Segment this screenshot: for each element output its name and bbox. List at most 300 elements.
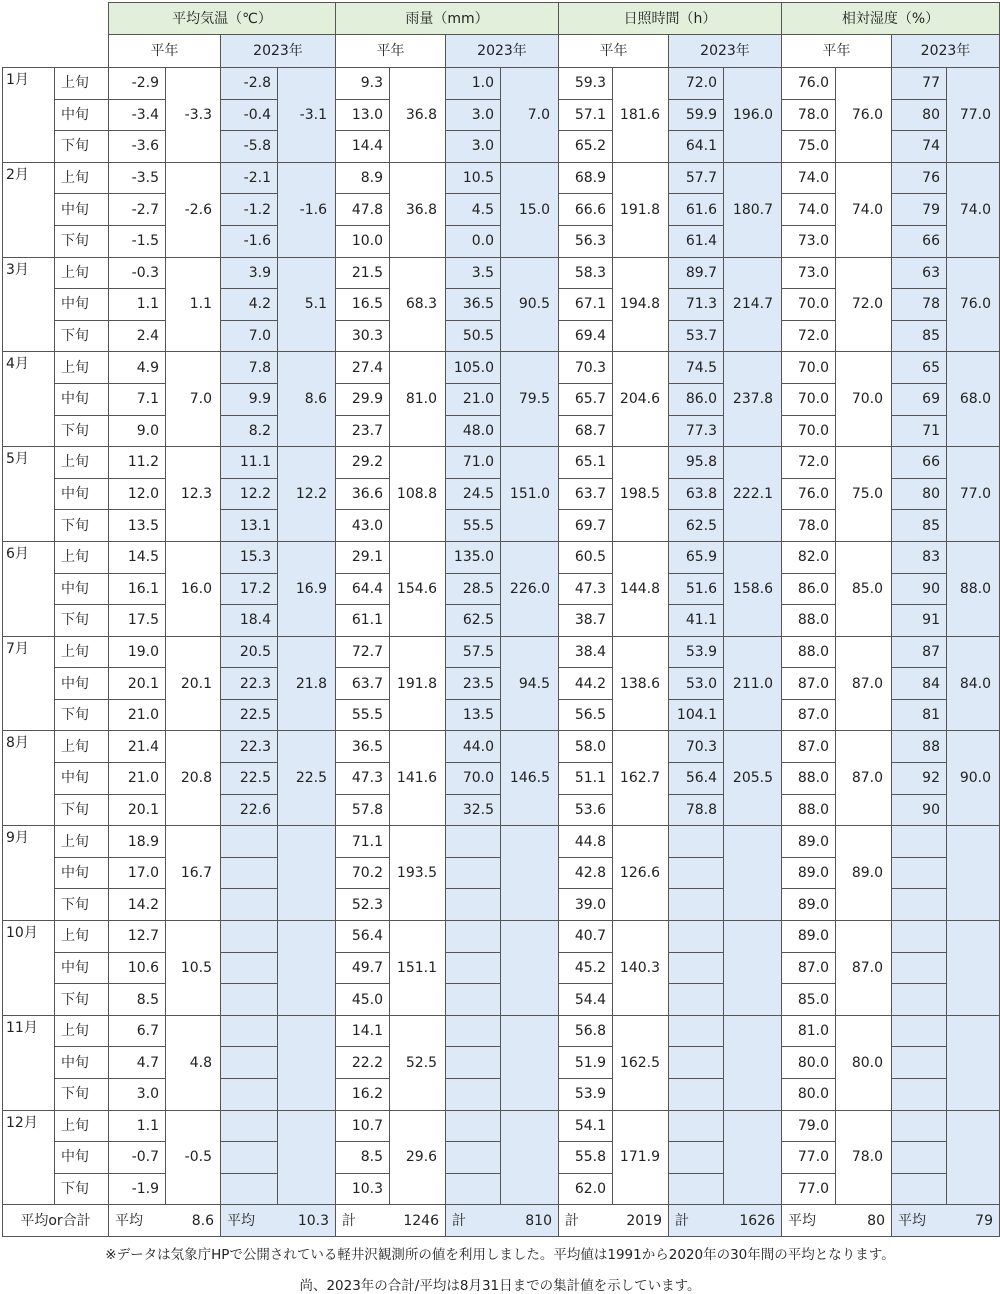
hum-normal-value: 72.0 [782,320,836,352]
temp-2023-value: -1.6 [221,225,278,257]
hum-normal-value: 85.0 [782,984,836,1016]
dekad-label: 下旬 [55,1173,109,1205]
hum-2023-month-total: 90.0 [947,731,1000,826]
rain-2023-value [446,1173,501,1205]
summary-cell-value: 80 [867,1212,885,1229]
sun-normal-month-total: 138.6 [613,636,669,731]
hum-2023-value: 71 [892,415,947,447]
sun-2023-month-total [724,826,782,921]
rain-2023-value: 44.0 [446,731,501,763]
summary-cell-label: 計 [675,1212,689,1229]
hum-normal-value: 78.0 [782,510,836,542]
hum-2023-value: 91 [892,605,947,637]
rain-normal-value: 56.4 [336,921,390,953]
subheader-2023: 2023年 [892,35,1000,68]
temp-normal-value: -3.5 [109,162,166,194]
summary-cell [336,1205,446,1237]
hum-normal-value: 82.0 [782,541,836,573]
dekad-label: 上旬 [55,162,109,194]
sun-normal-value: 54.1 [559,1110,613,1142]
sun-2023-month-total: 180.7 [724,162,782,257]
hum-2023-value: 81 [892,699,947,731]
table-row [3,541,1000,573]
temp-2023-month-total [278,921,336,1016]
hum-2023-value [892,984,947,1016]
sun-normal-value: 63.7 [559,478,613,510]
temp-normal-value: 17.5 [109,605,166,637]
rain-2023-value: 23.5 [446,668,501,700]
hum-2023-month-total: 84.0 [947,636,1000,731]
rain-normal-value: 10.7 [336,1110,390,1142]
rain-2023-month-total: 226.0 [501,541,559,636]
temp-2023-value: -1.2 [221,194,278,226]
hum-2023-value: 90 [892,573,947,605]
sun-normal-month-total: 171.9 [613,1110,669,1205]
temp-2023-month-total: -3.1 [278,68,336,163]
dekad-label: 上旬 [55,68,109,100]
temp-normal-value: 7.1 [109,383,166,415]
month-label: 7月 [3,636,55,731]
temp-normal-value: 20.1 [109,668,166,700]
temp-normal-month-total: 20.1 [166,636,221,731]
rain-2023-value: 13.5 [446,699,501,731]
dekad-label: 下旬 [55,605,109,637]
rain-normal-month-total: 108.8 [390,447,446,542]
hum-normal-month-total: 87.0 [836,636,892,731]
group-header-rain: 雨量（mm） [336,3,559,35]
rain-normal-value: 14.1 [336,1015,390,1047]
sun-normal-month-total: 162.7 [613,731,669,826]
hum-2023-month-total: 88.0 [947,541,1000,636]
sun-2023-value: 95.8 [669,447,724,479]
rain-normal-value: 13.0 [336,99,390,131]
rain-normal-value: 30.3 [336,320,390,352]
rain-2023-value: 55.5 [446,510,501,542]
dekad-label: 下旬 [55,225,109,257]
hum-2023-month-total [947,1110,1000,1205]
sun-normal-month-total: 140.3 [613,921,669,1016]
hum-normal-value: 87.0 [782,668,836,700]
rain-2023-month-total: 146.5 [501,731,559,826]
sun-normal-month-total: 126.6 [613,826,669,921]
sun-normal-value: 59.3 [559,68,613,100]
table-row [3,1015,1000,1047]
temp-2023-value: 15.3 [221,541,278,573]
hum-2023-value [892,952,947,984]
rain-2023-value [446,1110,501,1142]
temp-normal-value: 11.2 [109,447,166,479]
sun-2023-month-total: 196.0 [724,68,782,163]
sun-2023-value [669,857,724,889]
hum-normal-value: 88.0 [782,763,836,795]
rain-2023-value: 70.0 [446,763,501,795]
sun-normal-value: 38.4 [559,636,613,668]
hum-normal-month-total: 76.0 [836,68,892,163]
rain-normal-month-total: 29.6 [390,1110,446,1205]
subheader-2023: 2023年 [221,35,336,68]
dekad-label: 下旬 [55,984,109,1016]
hum-normal-month-total: 85.0 [836,541,892,636]
sun-normal-value: 44.8 [559,826,613,858]
temp-normal-value: 20.1 [109,794,166,826]
sun-2023-value: 89.7 [669,257,724,289]
hum-2023-month-total [947,921,1000,1016]
sun-normal-value: 56.3 [559,225,613,257]
sun-normal-value: 38.7 [559,605,613,637]
temp-2023-value: -5.8 [221,131,278,163]
rain-2023-value [446,984,501,1016]
hum-2023-value: 65 [892,352,947,384]
sun-2023-value: 53.9 [669,636,724,668]
rain-2023-month-total: 94.5 [501,636,559,731]
hum-normal-value: 70.0 [782,352,836,384]
sun-2023-value: 51.6 [669,573,724,605]
sun-normal-value: 56.5 [559,699,613,731]
dekad-label: 上旬 [55,731,109,763]
rain-normal-value: 8.9 [336,162,390,194]
temp-2023-month-total: -1.6 [278,162,336,257]
sun-2023-value [669,1015,724,1047]
sun-normal-value: 66.6 [559,194,613,226]
temp-2023-value: 13.1 [221,510,278,542]
rain-2023-value [446,921,501,953]
rain-2023-value: 24.5 [446,478,501,510]
hum-normal-value: 70.0 [782,415,836,447]
table-row [3,257,1000,289]
temp-normal-value: 14.2 [109,889,166,921]
dekad-label: 上旬 [55,541,109,573]
climate-table [2,2,1000,1237]
sun-normal-value: 53.6 [559,794,613,826]
sun-2023-month-total: 214.7 [724,257,782,352]
temp-normal-month-total: 7.0 [166,352,221,447]
rain-2023-value [446,952,501,984]
rain-2023-month-total: 79.5 [501,352,559,447]
sun-2023-month-total: 205.5 [724,731,782,826]
temp-normal-value: 19.0 [109,636,166,668]
rain-2023-month-total: 15.0 [501,162,559,257]
hum-2023-value: 85 [892,510,947,542]
temp-normal-value: 16.1 [109,573,166,605]
temp-normal-value: -3.4 [109,99,166,131]
sun-normal-value: 60.5 [559,541,613,573]
hum-2023-value [892,889,947,921]
hum-2023-month-total: 77.0 [947,68,1000,163]
rain-2023-month-total: 151.0 [501,447,559,542]
hum-normal-value: 87.0 [782,699,836,731]
hum-normal-value: 81.0 [782,1015,836,1047]
temp-2023-value: 18.4 [221,605,278,637]
temp-normal-value: -3.6 [109,131,166,163]
rain-2023-value: 1.0 [446,68,501,100]
hum-2023-value [892,1142,947,1174]
sun-normal-value: 55.8 [559,1142,613,1174]
dekad-label: 下旬 [55,320,109,352]
summary-cell [782,1205,892,1237]
table-row [3,447,1000,479]
temp-normal-value: 4.7 [109,1047,166,1079]
sun-2023-month-total: 222.1 [724,447,782,542]
sun-2023-month-total [724,1015,782,1110]
sun-2023-value: 61.4 [669,225,724,257]
temp-normal-value: 4.9 [109,352,166,384]
rain-2023-value [446,857,501,889]
temp-2023-value: 4.2 [221,289,278,321]
temp-normal-value: 6.7 [109,1015,166,1047]
table-row [3,826,1000,858]
hum-normal-month-total: 74.0 [836,162,892,257]
sun-2023-value: 61.6 [669,194,724,226]
sun-normal-value: 70.3 [559,352,613,384]
month-label: 3月 [3,257,55,352]
rain-2023-value: 71.0 [446,447,501,479]
rain-normal-month-total: 52.5 [390,1015,446,1110]
hum-normal-value: 72.0 [782,447,836,479]
temp-normal-value: 21.0 [109,763,166,795]
dekad-label: 中旬 [55,763,109,795]
dekad-label: 中旬 [55,1142,109,1174]
sun-2023-value: 56.4 [669,763,724,795]
hum-normal-value: 76.0 [782,478,836,510]
temp-2023-value [221,1079,278,1111]
hum-normal-value: 89.0 [782,921,836,953]
summary-cell-value: 810 [525,1212,552,1229]
rain-normal-value: 27.4 [336,352,390,384]
hum-2023-value: 88 [892,731,947,763]
sun-normal-month-total: 191.8 [613,162,669,257]
dekad-label: 中旬 [55,857,109,889]
temp-2023-value [221,1047,278,1079]
sun-normal-month-total: 162.5 [613,1015,669,1110]
temp-2023-month-total [278,1015,336,1110]
dekad-label: 上旬 [55,447,109,479]
temp-2023-month-total: 5.1 [278,257,336,352]
temp-2023-value: 22.6 [221,794,278,826]
temp-2023-value: 22.5 [221,699,278,731]
sun-normal-value: 65.1 [559,447,613,479]
temp-2023-value [221,1015,278,1047]
hum-2023-value [892,1015,947,1047]
sun-normal-value: 69.7 [559,510,613,542]
rain-2023-value: 48.0 [446,415,501,447]
rain-2023-value: 62.5 [446,605,501,637]
rain-2023-value [446,1047,501,1079]
sun-normal-month-total: 181.6 [613,68,669,163]
hum-normal-month-total: 72.0 [836,257,892,352]
rain-2023-value: 21.0 [446,383,501,415]
footnote-source: ※データは気象庁HPで公開されている軽井沢観測所の値を利用しました。平均値は1991から2020年の30年間の平均となります。 [105,1247,895,1263]
table-row [3,731,1000,763]
temp-normal-value: -2.9 [109,68,166,100]
hum-normal-month-total: 87.0 [836,921,892,1016]
summary-label: 平均or合計 [3,1205,109,1237]
hum-2023-value: 74 [892,131,947,163]
temp-normal-value: 12.0 [109,478,166,510]
temp-2023-month-total: 22.5 [278,731,336,826]
header-row-sub [3,35,1000,68]
rain-2023-value: 3.0 [446,131,501,163]
rain-normal-value: 70.2 [336,857,390,889]
group-header-humidity: 相対湿度（%） [782,3,1000,35]
rain-normal-month-total: 141.6 [390,731,446,826]
subheader-normal: 平年 [782,35,892,68]
rain-2023-value: 50.5 [446,320,501,352]
summary-cell-value: 79 [975,1212,993,1229]
rain-2023-value: 32.5 [446,794,501,826]
table-row [3,68,1000,100]
summary-cell [892,1205,1000,1237]
rain-normal-value: 16.2 [336,1079,390,1111]
temp-2023-value: 20.5 [221,636,278,668]
sun-2023-value: 53.0 [669,668,724,700]
dekad-label: 中旬 [55,194,109,226]
rain-normal-value: 49.7 [336,952,390,984]
sun-2023-value: 78.8 [669,794,724,826]
hum-2023-value: 69 [892,383,947,415]
hum-2023-value [892,921,947,953]
subheader-2023: 2023年 [446,35,559,68]
summary-cell [669,1205,782,1237]
hum-2023-value: 80 [892,478,947,510]
sun-2023-value: 70.3 [669,731,724,763]
month-label: 12月 [3,1110,55,1205]
temp-normal-value: 21.4 [109,731,166,763]
hum-normal-value: 86.0 [782,573,836,605]
hum-2023-value: 85 [892,320,947,352]
rain-normal-value: 52.3 [336,889,390,921]
summary-cell-label: 平均 [115,1212,143,1229]
dekad-label: 下旬 [55,794,109,826]
month-label: 10月 [3,921,55,1016]
sun-2023-value: 57.7 [669,162,724,194]
table-row [3,921,1000,953]
hum-normal-value: 80.0 [782,1079,836,1111]
sun-2023-month-total [724,921,782,1016]
rain-normal-value: 10.3 [336,1173,390,1205]
sun-normal-value: 58.0 [559,731,613,763]
rain-2023-value [446,826,501,858]
sun-2023-value: 62.5 [669,510,724,542]
temp-normal-value: -2.7 [109,194,166,226]
rain-normal-value: 36.5 [336,731,390,763]
temp-2023-value [221,826,278,858]
sun-2023-value: 65.9 [669,541,724,573]
hum-2023-value: 87 [892,636,947,668]
sun-2023-value: 59.9 [669,99,724,131]
rain-normal-value: 55.5 [336,699,390,731]
summary-cell-label: 平均 [227,1212,255,1229]
dekad-label: 中旬 [55,1047,109,1079]
sun-normal-value: 44.2 [559,668,613,700]
rain-2023-month-total [501,1110,559,1205]
dekad-label: 中旬 [55,573,109,605]
summary-cell [221,1205,336,1237]
summary-cell-label: 平均 [788,1212,816,1229]
temp-2023-month-total: 21.8 [278,636,336,731]
temp-normal-month-total: 10.5 [166,921,221,1016]
month-label: 5月 [3,447,55,542]
temp-normal-value: 10.6 [109,952,166,984]
temp-2023-value [221,857,278,889]
summary-cell-value: 2019 [626,1212,662,1229]
dekad-label: 上旬 [55,257,109,289]
sun-2023-value: 41.1 [669,605,724,637]
rain-normal-value: 8.5 [336,1142,390,1174]
dekad-label: 上旬 [55,352,109,384]
temp-2023-value: 22.3 [221,731,278,763]
summary-cell-value: 10.3 [297,1212,329,1229]
hum-2023-value: 78 [892,289,947,321]
rain-2023-value [446,1015,501,1047]
temp-normal-value: 12.7 [109,921,166,953]
table-row [3,1110,1000,1142]
sun-2023-value [669,1173,724,1205]
table-row [3,636,1000,668]
sun-2023-value [669,1047,724,1079]
rain-normal-value: 36.6 [336,478,390,510]
temp-normal-value: 21.0 [109,699,166,731]
sun-2023-value [669,1079,724,1111]
rain-2023-value: 3.5 [446,257,501,289]
sun-normal-value: 51.9 [559,1047,613,1079]
hum-normal-value: 74.0 [782,162,836,194]
hum-2023-value: 92 [892,763,947,795]
sun-normal-value: 39.0 [559,889,613,921]
temp-2023-value: 9.9 [221,383,278,415]
rain-normal-month-total: 36.8 [390,162,446,257]
rain-2023-value: 105.0 [446,352,501,384]
sun-2023-value [669,984,724,1016]
temp-2023-value [221,1173,278,1205]
hum-normal-value: 78.0 [782,99,836,131]
hum-2023-value: 79 [892,194,947,226]
sun-2023-value: 53.7 [669,320,724,352]
temp-normal-month-total: 16.7 [166,826,221,921]
dekad-label: 下旬 [55,131,109,163]
sun-2023-value: 74.5 [669,352,724,384]
summary-cell [446,1205,559,1237]
hum-normal-value: 77.0 [782,1142,836,1174]
temp-2023-value: -2.8 [221,68,278,100]
month-label: 11月 [3,1015,55,1110]
sun-normal-value: 65.2 [559,131,613,163]
hum-normal-month-total: 78.0 [836,1110,892,1205]
rain-2023-value: 36.5 [446,289,501,321]
hum-normal-value: 70.0 [782,289,836,321]
sun-normal-value: 69.4 [559,320,613,352]
temp-2023-value [221,921,278,953]
rain-normal-value: 9.3 [336,68,390,100]
temp-normal-value: -1.9 [109,1173,166,1205]
hum-normal-value: 76.0 [782,68,836,100]
hum-2023-value: 63 [892,257,947,289]
rain-2023-month-total [501,921,559,1016]
rain-2023-value: 135.0 [446,541,501,573]
hum-normal-month-total: 80.0 [836,1015,892,1110]
hum-normal-value: 88.0 [782,636,836,668]
dekad-label: 下旬 [55,889,109,921]
subheader-normal: 平年 [336,35,446,68]
rain-normal-value: 43.0 [336,510,390,542]
hum-normal-value: 70.0 [782,383,836,415]
hum-2023-value: 77 [892,68,947,100]
rain-normal-value: 29.9 [336,383,390,415]
sun-2023-month-total: 158.6 [724,541,782,636]
hum-normal-value: 73.0 [782,257,836,289]
temp-normal-month-total: 1.1 [166,257,221,352]
rain-normal-value: 22.2 [336,1047,390,1079]
sun-normal-value: 68.7 [559,415,613,447]
